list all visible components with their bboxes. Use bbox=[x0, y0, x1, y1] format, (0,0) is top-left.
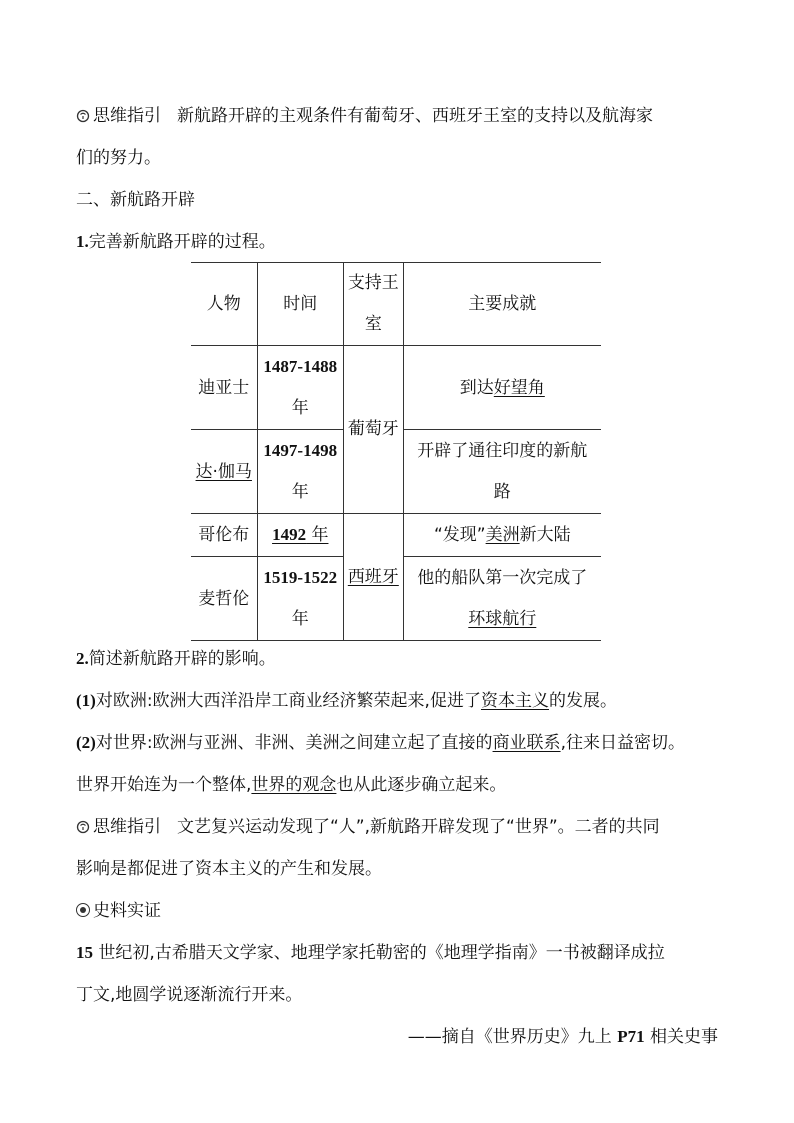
cell-person: 达·伽马 bbox=[191, 430, 257, 514]
tip-text-line1: 文艺复兴运动发现了“人”,新航路开辟发现了“世界”。二者的共同 bbox=[177, 817, 660, 837]
cell-time: 1487-1488 年 bbox=[257, 346, 344, 430]
impact-world-line2: 世界开始连为一个整体,世界的观念也从此逐步确立起来。 bbox=[76, 775, 507, 795]
thinking-guide-icon bbox=[76, 109, 90, 123]
cell-support-portugal: 葡萄牙 bbox=[344, 346, 404, 514]
question-title: 完善新航路开辟的过程。 bbox=[88, 232, 276, 252]
question-1 bbox=[76, 221, 726, 263]
table-header-row bbox=[191, 263, 601, 346]
table-row bbox=[191, 346, 601, 430]
header-person: 人物 bbox=[191, 263, 257, 346]
cell-achievement: 到达好望角 bbox=[403, 346, 601, 430]
tip-block-2 bbox=[76, 806, 726, 848]
cell-achievement: “发现”美洲新大陆 bbox=[403, 514, 601, 557]
cell-person: 麦哲伦 bbox=[191, 557, 257, 641]
header-time: 时间 bbox=[257, 263, 344, 346]
tip-text-line1: 新航路开辟的主观条件有葡萄牙、西班牙王室的支持以及航海家 bbox=[177, 106, 653, 126]
tip-label: 思维指引 bbox=[93, 106, 161, 126]
header-support: 支持王 室 bbox=[344, 263, 404, 346]
tip-text-line2: 们的努力。 bbox=[76, 148, 161, 168]
thinking-guide-icon bbox=[76, 820, 90, 834]
cell-time: 1497-1498 年 bbox=[257, 430, 344, 514]
tip-block-1 bbox=[76, 95, 726, 137]
impact-world-line1: (2)对世界:欧洲与亚洲、非洲、美洲之间建立起了直接的商业联系,往来日益密切。 bbox=[76, 733, 685, 753]
voyages-table bbox=[191, 262, 601, 641]
cell-achievement: 开辟了通往印度的新航 路 bbox=[403, 430, 601, 514]
cell-person: 迪亚士 bbox=[191, 346, 257, 430]
cell-time: 1492 年 bbox=[257, 514, 344, 557]
question-2 bbox=[76, 638, 726, 680]
question-number: 2. bbox=[76, 649, 89, 668]
cell-support-spain: 西班牙 bbox=[344, 514, 404, 641]
question-number: 1. bbox=[76, 232, 89, 251]
question-title: 简述新航路开辟的影响。 bbox=[88, 649, 276, 669]
cell-time: 1519-1522 年 bbox=[257, 557, 344, 641]
evidence-line1: 15 世纪初,古希腊天文学家、地理学家托勒密的《地理学指南》一书被翻译成拉 bbox=[76, 943, 665, 963]
tip-text-line2: 影响是都促进了资本主义的产生和发展。 bbox=[76, 859, 382, 879]
cell-achievement: 他的船队第一次完成了 环球航行 bbox=[403, 557, 601, 641]
evidence-line2: 丁文,地圆学说逐渐流行开来。 bbox=[76, 985, 303, 1005]
cell-person: 哥伦布 bbox=[191, 514, 257, 557]
impact-europe: (1)对欧洲:欧洲大西洋沿岸工商业经济繁荣起来,促进了资本主义的发展。 bbox=[76, 691, 617, 711]
table-row bbox=[191, 514, 601, 557]
evidence-heading: 史料实证 bbox=[76, 890, 726, 932]
tip-label: 思维指引 bbox=[93, 817, 161, 837]
evidence-source: ——摘自《世界历史》九上 P71 相关史事 bbox=[407, 1027, 718, 1047]
section-heading: 二、新航路开辟 bbox=[76, 190, 195, 210]
header-achievement: 主要成就 bbox=[403, 263, 601, 346]
bullet-circle-icon bbox=[76, 903, 90, 917]
